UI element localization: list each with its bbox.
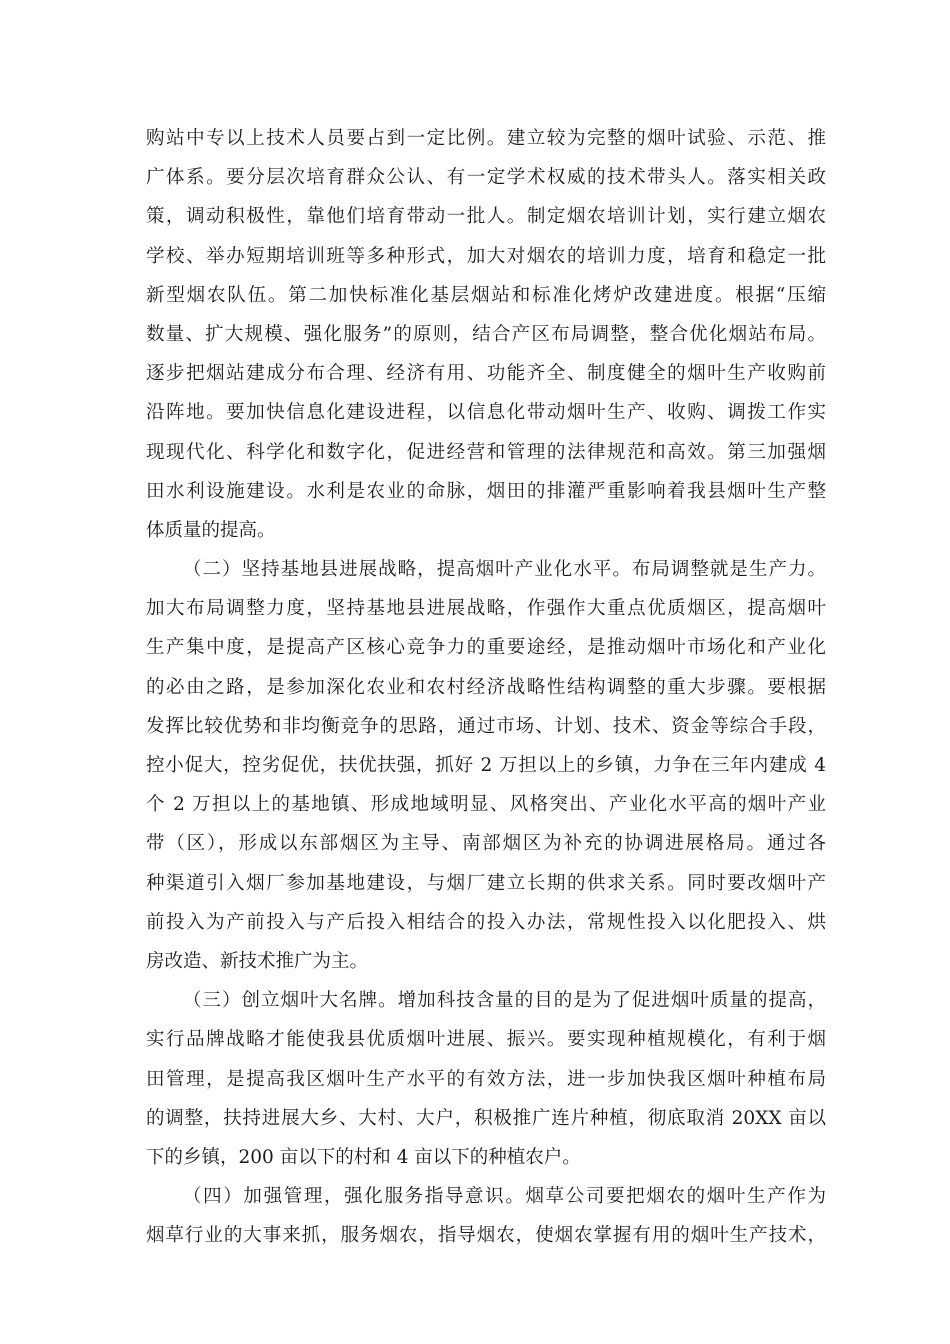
text-line: 下的乡镇，200 亩以下的村和 4 亩以下的种植农户。 [146, 1146, 581, 1168]
body-text [146, 119, 826, 1255]
text-line: 广体系。要分层次培育群众公认、有一定学术权威的技术带头人。落实相关政 [146, 167, 826, 189]
text-line: （二）坚持基地县进展战略，提高烟叶产业化水平。布局调整就是生产力。 [183, 559, 826, 581]
text-line: 逐步把烟站建成分布合理、经济有用、功能齐全、制度健全的烟叶生产收购前 [146, 363, 826, 385]
text-line: （四）加强管理，强化服务指导意识。烟草公司要把烟农的烟叶生产作为 [183, 1186, 826, 1208]
text-line: 的调整，扶持进展大乡、大村、大户，积极推广连片种植，彻底取消 20XX 亩以 [146, 1107, 826, 1129]
text-line: 田管理，是提高我区烟叶生产水平的有效方法，进一步加快我区烟叶种植布局 [146, 1068, 826, 1090]
text-line: 现现代化、科学化和数字化，促进经营和管理的法律规范和高效。第三加强烟 [146, 441, 826, 463]
text-line: 策，调动积极性，靠他们培育带动一批人。制定烟农培训计划，实行建立烟农 [146, 206, 826, 228]
text-line: 购站中专以上技术人员要占到一定比例。建立较为完整的烟叶试验、示范、推 [146, 128, 826, 149]
text-line: 实行品牌战略才能使我县优质烟叶进展、振兴。要实现种植规模化，有利于烟 [146, 1029, 826, 1051]
text-line: 烟草行业的大事来抓，服务烟农，指导烟农，使烟农掌握有用的烟叶生产技术， [146, 1225, 826, 1247]
text-line: 加大布局调整力度，坚持基地县进展战略，作强作大重点优质烟区，提高烟叶 [146, 598, 826, 620]
text-line: 发挥比较优势和非均衡竞争的思路，通过市场、计划、技术、资金等综合手段， [146, 715, 826, 737]
text-line: 房改造、新技术推广为主。 [146, 950, 369, 972]
text-line: 沿阵地。要加快信息化建设进程，以信息化带动烟叶生产、收购、调拨工作实 [146, 402, 826, 424]
text-line: 的必由之路，是参加深化农业和农村经济战略性结构调整的重大步骤。要根据 [146, 676, 826, 698]
text-line: 新型烟农队伍。第二加快标准化基层烟站和标准化烤炉改建进度。根据“压缩 [146, 284, 826, 306]
text-line: 控小促大，控劣促优，扶优扶强，抓好 2 万担以上的乡镇，力争在三年内建成 4 [146, 755, 826, 776]
text-line: 生产集中度，是提高产区核心竞争力的重要途经，是推动烟叶市场化和产业化 [146, 637, 826, 659]
text-line: 个 2 万担以上的基地镇、形成地域明显、风格突出、产业化水平高的烟叶产业 [146, 794, 826, 816]
text-line: 学校、举办短期培训班等多种形式，加大对烟农的培训力度，培育和稳定一批 [146, 245, 826, 267]
text-line: （三）创立烟叶大名牌。增加科技含量的目的是为了促进烟叶质量的提高， [183, 990, 826, 1012]
text-line: 前投入为产前投入与产后投入相结合的投入办法，常规性投入以化肥投入、烘 [146, 911, 826, 933]
text-line: 带（区），形成以东部烟区为主导、南部烟区为补充的协调进展格局。通过各 [146, 833, 826, 855]
text-line: 体质量的提高。 [146, 519, 276, 541]
text-line: 田水利设施建设。水利是农业的命脉，烟田的排灌严重影响着我县烟叶生产整 [146, 480, 826, 502]
text-line: 数量、扩大规模、强化服务”的原则，结合产区布局调整，整合优化烟站布局。 [146, 323, 826, 345]
text-line: 种渠道引入烟厂参加基地建设，与烟厂建立长期的供求关系。同时要改烟叶产 [146, 872, 826, 894]
